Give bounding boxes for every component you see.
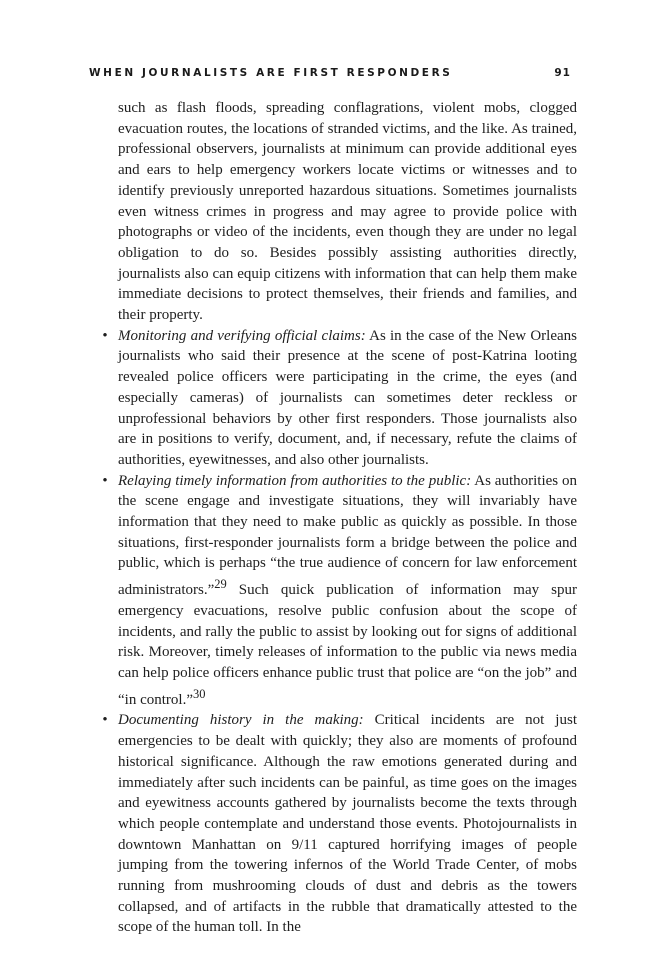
bullet-item-documenting: [102, 710, 577, 938]
bullet-text-continued: Such quick publication of information may spur emergency evacuations, resolve public confusion about the scope of incidents, and rally the public to assist by looking out for signs of additional risk. Moreover, timely releases of information to the public via news media can help police officers enhance public trust that police are “on the job” and “in control.”: [118, 582, 577, 708]
bullet-icon: •: [102, 472, 108, 489]
bullet-text: As authorities on the scene engage and investigate situations, they will invariably have information that they need to make public as quickly as possible. In those situations, first-responder journalists form a bridge between the police and public, which is perhaps “the true audience of concern for law enforcement administrators.”: [118, 472, 577, 599]
bullet-list: [102, 326, 577, 938]
footnote-ref-29: 29: [214, 577, 227, 592]
running-header: [89, 67, 571, 85]
bullet-lead: Relaying timely information from authorities to the public:: [118, 472, 472, 489]
bullet-item-relaying: [102, 471, 577, 711]
body-text: [102, 98, 577, 938]
bullet-icon: •: [102, 327, 108, 344]
running-title: WHEN JOURNALISTS ARE FIRST RESPONDERS: [89, 67, 453, 79]
footnote-ref-30: 30: [192, 686, 206, 701]
bullet-lead: Monitoring and verifying official claims:: [118, 327, 366, 344]
bullet-text: Critical incidents are not just emergencies to be dealt with quickly; they also are moments of profound historical significance. Although the raw emotions generated during and immediately after such incidents can be painful, as time goes on the images and eyewitness accounts gathered by journalists become the texts through which people contemplate and understand those events. Photojournalists in downtown Manhattan on 9/11 captured horrifying images of people jumping from the towering infernos of the World Trade Center, of mobs running from mushrooming clouds of dust and debris as the towers collapsed, and of artifacts in the rubble that dramatically attested to the scope of the human toll. In the: [118, 712, 577, 936]
continuation-paragraph: such as flash floods, spreading conflagrations, violent mobs, clogged evacuation routes, the locations of stranded victims, and the like. As trained, professional observers, journalists at minimum can provide additional eyes and ears to help emergency workers locate victims or witnesses and to identify previously unreported hazardous situations. Sometimes journalists even witness crimes in progress and may agree to provide police with photographs or video of the incidents, even though they are under no legal obligation to do so. Besides possibly assisting authorities directly, journalists also can equip citizens with information that can help them make immediate decisions to protect themselves, their friends and families, and their property.: [118, 100, 577, 324]
bullet-text: As in the case of the New Orleans journalists who said their presence at the scene of post-Katrina looting revealed police officers were participating in the crime, the eyes (and especially cameras) of journalists can sometimes deter reckless or unprofessional behaviors by other first responders. Those journalists also are in positions to verify, document, and, if necessary, refute the claims of authorities, eyewitnesses, and also other journalists.: [118, 327, 577, 468]
page-number: 91: [554, 67, 571, 79]
bullet-lead: Documenting history in the making:: [118, 712, 364, 729]
bullet-item-monitoring: [102, 326, 577, 471]
bullet-icon: •: [102, 712, 108, 729]
